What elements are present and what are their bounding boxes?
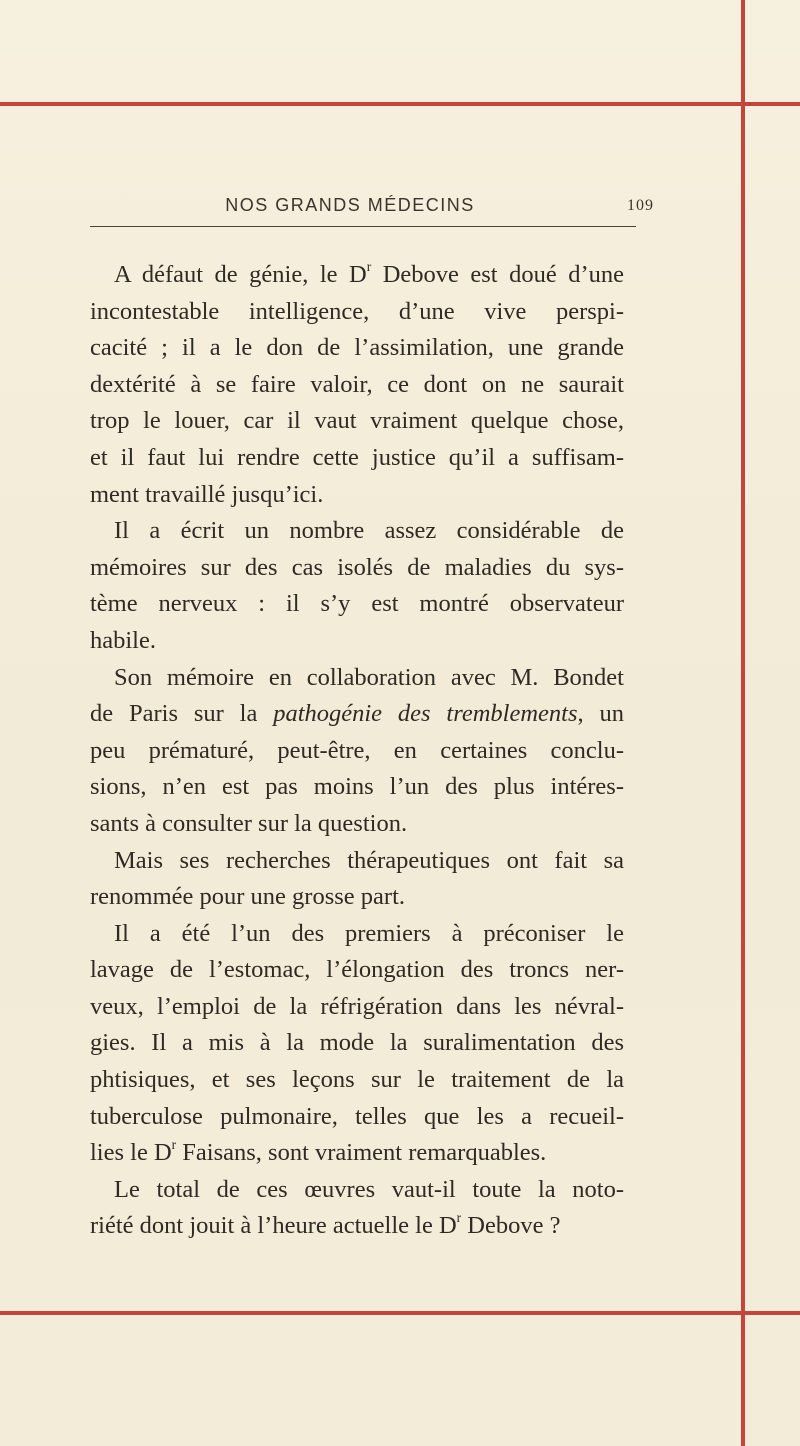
text-line (90, 660, 624, 697)
text-run: Le total de ces œuvres vaut-il toute la noto- (114, 1175, 624, 1203)
paragraph (90, 257, 624, 513)
text-line (90, 916, 624, 953)
text-run: cacité ; il a le don de l’assimilation, une grande (90, 334, 624, 362)
text-line (90, 1135, 624, 1172)
paragraph (90, 916, 624, 1172)
text-line (90, 330, 624, 367)
text-line (90, 769, 624, 806)
text-line (90, 696, 624, 733)
text-run: , un (577, 700, 624, 728)
text-run: tuberculose pulmonaire, telles que les a recueil- (90, 1102, 624, 1130)
text-line (90, 1025, 624, 1062)
page-number: 109 (627, 197, 654, 214)
paragraph (90, 513, 624, 659)
text-run: phtisiques, et ses leçons sur le traitement de la (90, 1066, 624, 1094)
text-line (90, 403, 624, 440)
text-line (90, 440, 624, 477)
paragraph (90, 843, 624, 916)
text-run: et il faut lui rendre cette justice qu’il a suffisam- (90, 443, 624, 471)
text-line (90, 477, 624, 514)
header-rule (90, 226, 636, 227)
text-line (90, 989, 624, 1026)
text-run: Mais ses recherches thérapeutiques ont fait sa (114, 846, 624, 874)
text-run: ment travaillé jusqu’ici. (90, 480, 324, 508)
text-run: renommée pour une grosse part. (90, 883, 405, 911)
superscript: r (366, 259, 372, 275)
text-run: Il a écrit un nombre assez considérable de (114, 517, 624, 545)
text-run: Debove est doué d’une (371, 261, 624, 288)
running-title: NOS GRANDS MÉDECINS (225, 195, 475, 215)
text-run: lies le D (90, 1139, 172, 1167)
text-run: Il a été l’un des premiers à préconiser le (114, 919, 624, 947)
right-red-rule (741, 0, 745, 1446)
page-header (90, 191, 654, 231)
text-run: habile. (90, 626, 156, 654)
text-run: de Paris sur la (90, 700, 274, 728)
text-run: Debove ? (461, 1212, 561, 1240)
bottom-red-rule (0, 1311, 800, 1315)
text-line (90, 586, 624, 623)
text-line (90, 1208, 624, 1245)
text-run: sants à consulter sur la question. (90, 809, 408, 837)
text-run: gies. Il a mis à la mode la suralimentation des (90, 1029, 624, 1057)
text-line (90, 513, 624, 550)
text-line (90, 294, 624, 331)
text-run: lavage de l’estomac, l’élongation des troncs ner- (90, 956, 624, 984)
paragraph (90, 1172, 624, 1245)
text-run: Faisans, sont vraiment remarquables. (176, 1139, 547, 1167)
text-line (90, 257, 624, 294)
text-line (90, 367, 624, 404)
text-line (90, 1062, 624, 1099)
paragraph (90, 660, 624, 843)
text-run: Son mémoire en collaboration avec M. Bondet (114, 663, 624, 691)
superscript: r (456, 1210, 462, 1226)
text-line (90, 1172, 624, 1209)
text-run: riété dont jouit à l’heure actuelle le D (90, 1212, 457, 1240)
text-run: tème nerveux : il s’y est montré observateur (90, 590, 624, 618)
text-line (90, 806, 624, 843)
text-line (90, 879, 624, 916)
text-run: sions, n’en est pas moins l’un des plus intéres- (90, 773, 624, 801)
text-run: A défaut de génie, le D (114, 261, 367, 288)
text-run: veux, l’emploi de la réfrigération dans les névral- (90, 992, 624, 1020)
text-line (90, 952, 624, 989)
text-line (90, 733, 624, 770)
body-text (90, 257, 624, 1245)
text-run: trop le louer, car il vaut vraiment quelque chose, (90, 407, 624, 435)
text-run: incontestable intelligence, d’une vive perspi- (90, 297, 624, 325)
text-run: peu prématuré, peut-être, en certaines conclu- (90, 736, 624, 764)
text-line (90, 1099, 624, 1136)
superscript: r (171, 1137, 177, 1153)
text-line (90, 843, 624, 880)
top-red-rule (0, 102, 800, 106)
text-line (90, 550, 624, 587)
text-run: dextérité à se faire valoir, ce dont on ne saurait (90, 370, 624, 398)
text-run: mémoires sur des cas isolés de maladies du sys- (90, 553, 624, 581)
italic-title: pathogénie des tremblements (273, 700, 578, 728)
text-line (90, 623, 624, 660)
